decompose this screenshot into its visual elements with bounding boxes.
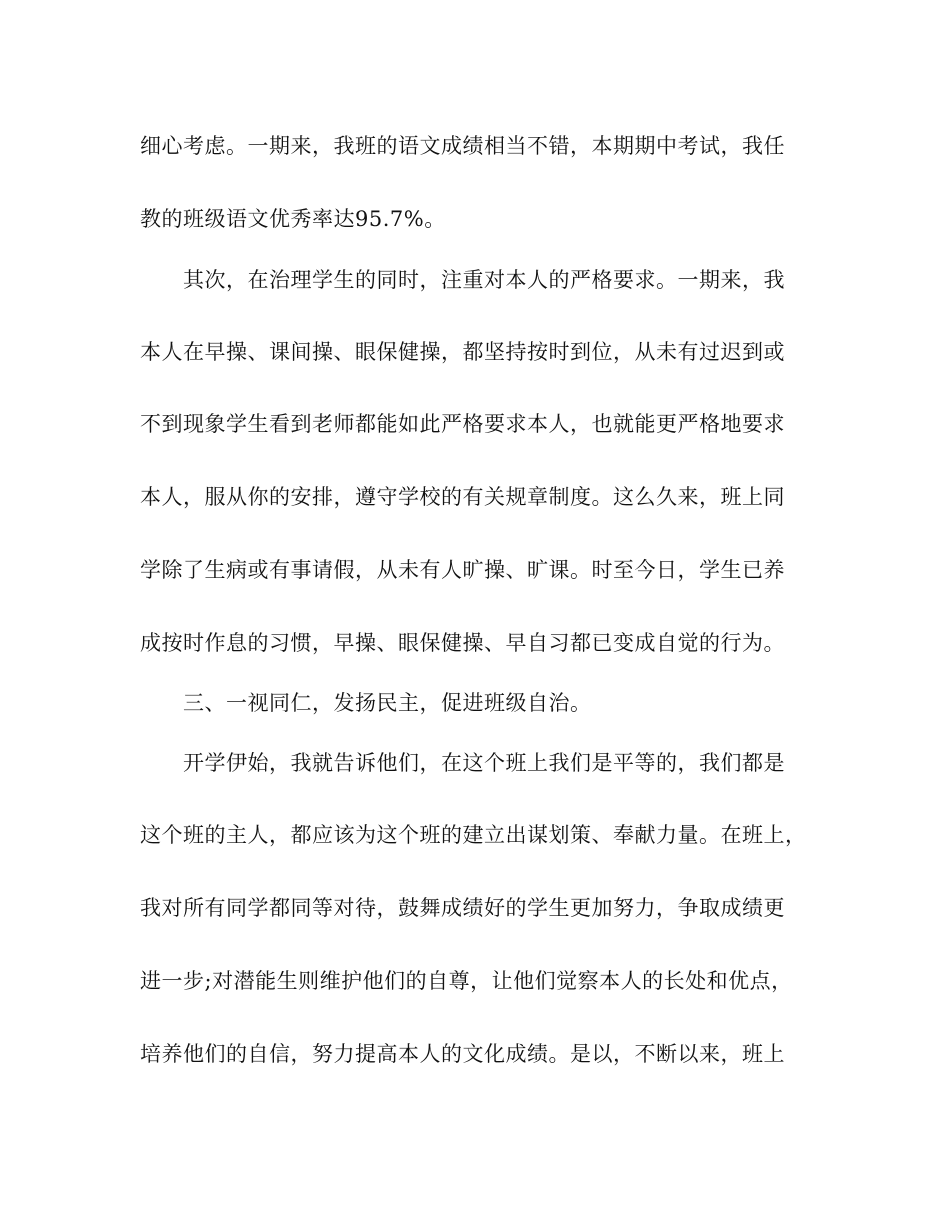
text-line: 不到现象学生看到老师都能如此严格要求本人，也就能更严格地要求 xyxy=(140,412,785,436)
text-line: 成按时作息的习惯，早操、眼保健操、早自习都已变成自觉的行为。 xyxy=(140,631,785,655)
section-heading: 三、一视同仁，发扬民主，促进班级自治。 xyxy=(183,691,592,715)
text-line: 本人在早操、课间操、眼保健操，都坚持按时到位，从未有过迟到或 xyxy=(140,340,785,364)
text-line: 我对所有同学都同等对待，鼓舞成绩好的学生更加努力，争取成绩更 xyxy=(140,896,785,920)
paragraph-first-line: 开学伊始，我就告诉他们，在这个班上我们是平等的，我们都是 xyxy=(183,751,785,775)
text-line: 培养他们的自信，努力提高本人的文化成绩。是以，不断以来，班上 xyxy=(140,1042,785,1066)
text-line: 这个班的主人，都应该为这个班的建立出谋划策、奉献力量。在班上， xyxy=(140,823,807,847)
text-line: 教的班级语文优秀率达95.7%。 xyxy=(140,207,446,231)
text-line: 学除了生病或有事请假，从未有人旷操、旷课。时至今日，学生已养 xyxy=(140,558,785,582)
text-line: 细心考虑。一期来，我班的语文成绩相当不错，本期期中考试，我任 xyxy=(140,134,785,158)
paragraph-first-line: 其次，在治理学生的同时，注重对本人的严格要求。一期来，我 xyxy=(183,268,785,292)
text-line: 本人，服从你的安排，遵守学校的有关规章制度。这么久来，班上同 xyxy=(140,485,785,509)
text-line: 进一步;对潜能生则维护他们的自尊，让他们觉察本人的长处和优点， xyxy=(140,969,793,993)
